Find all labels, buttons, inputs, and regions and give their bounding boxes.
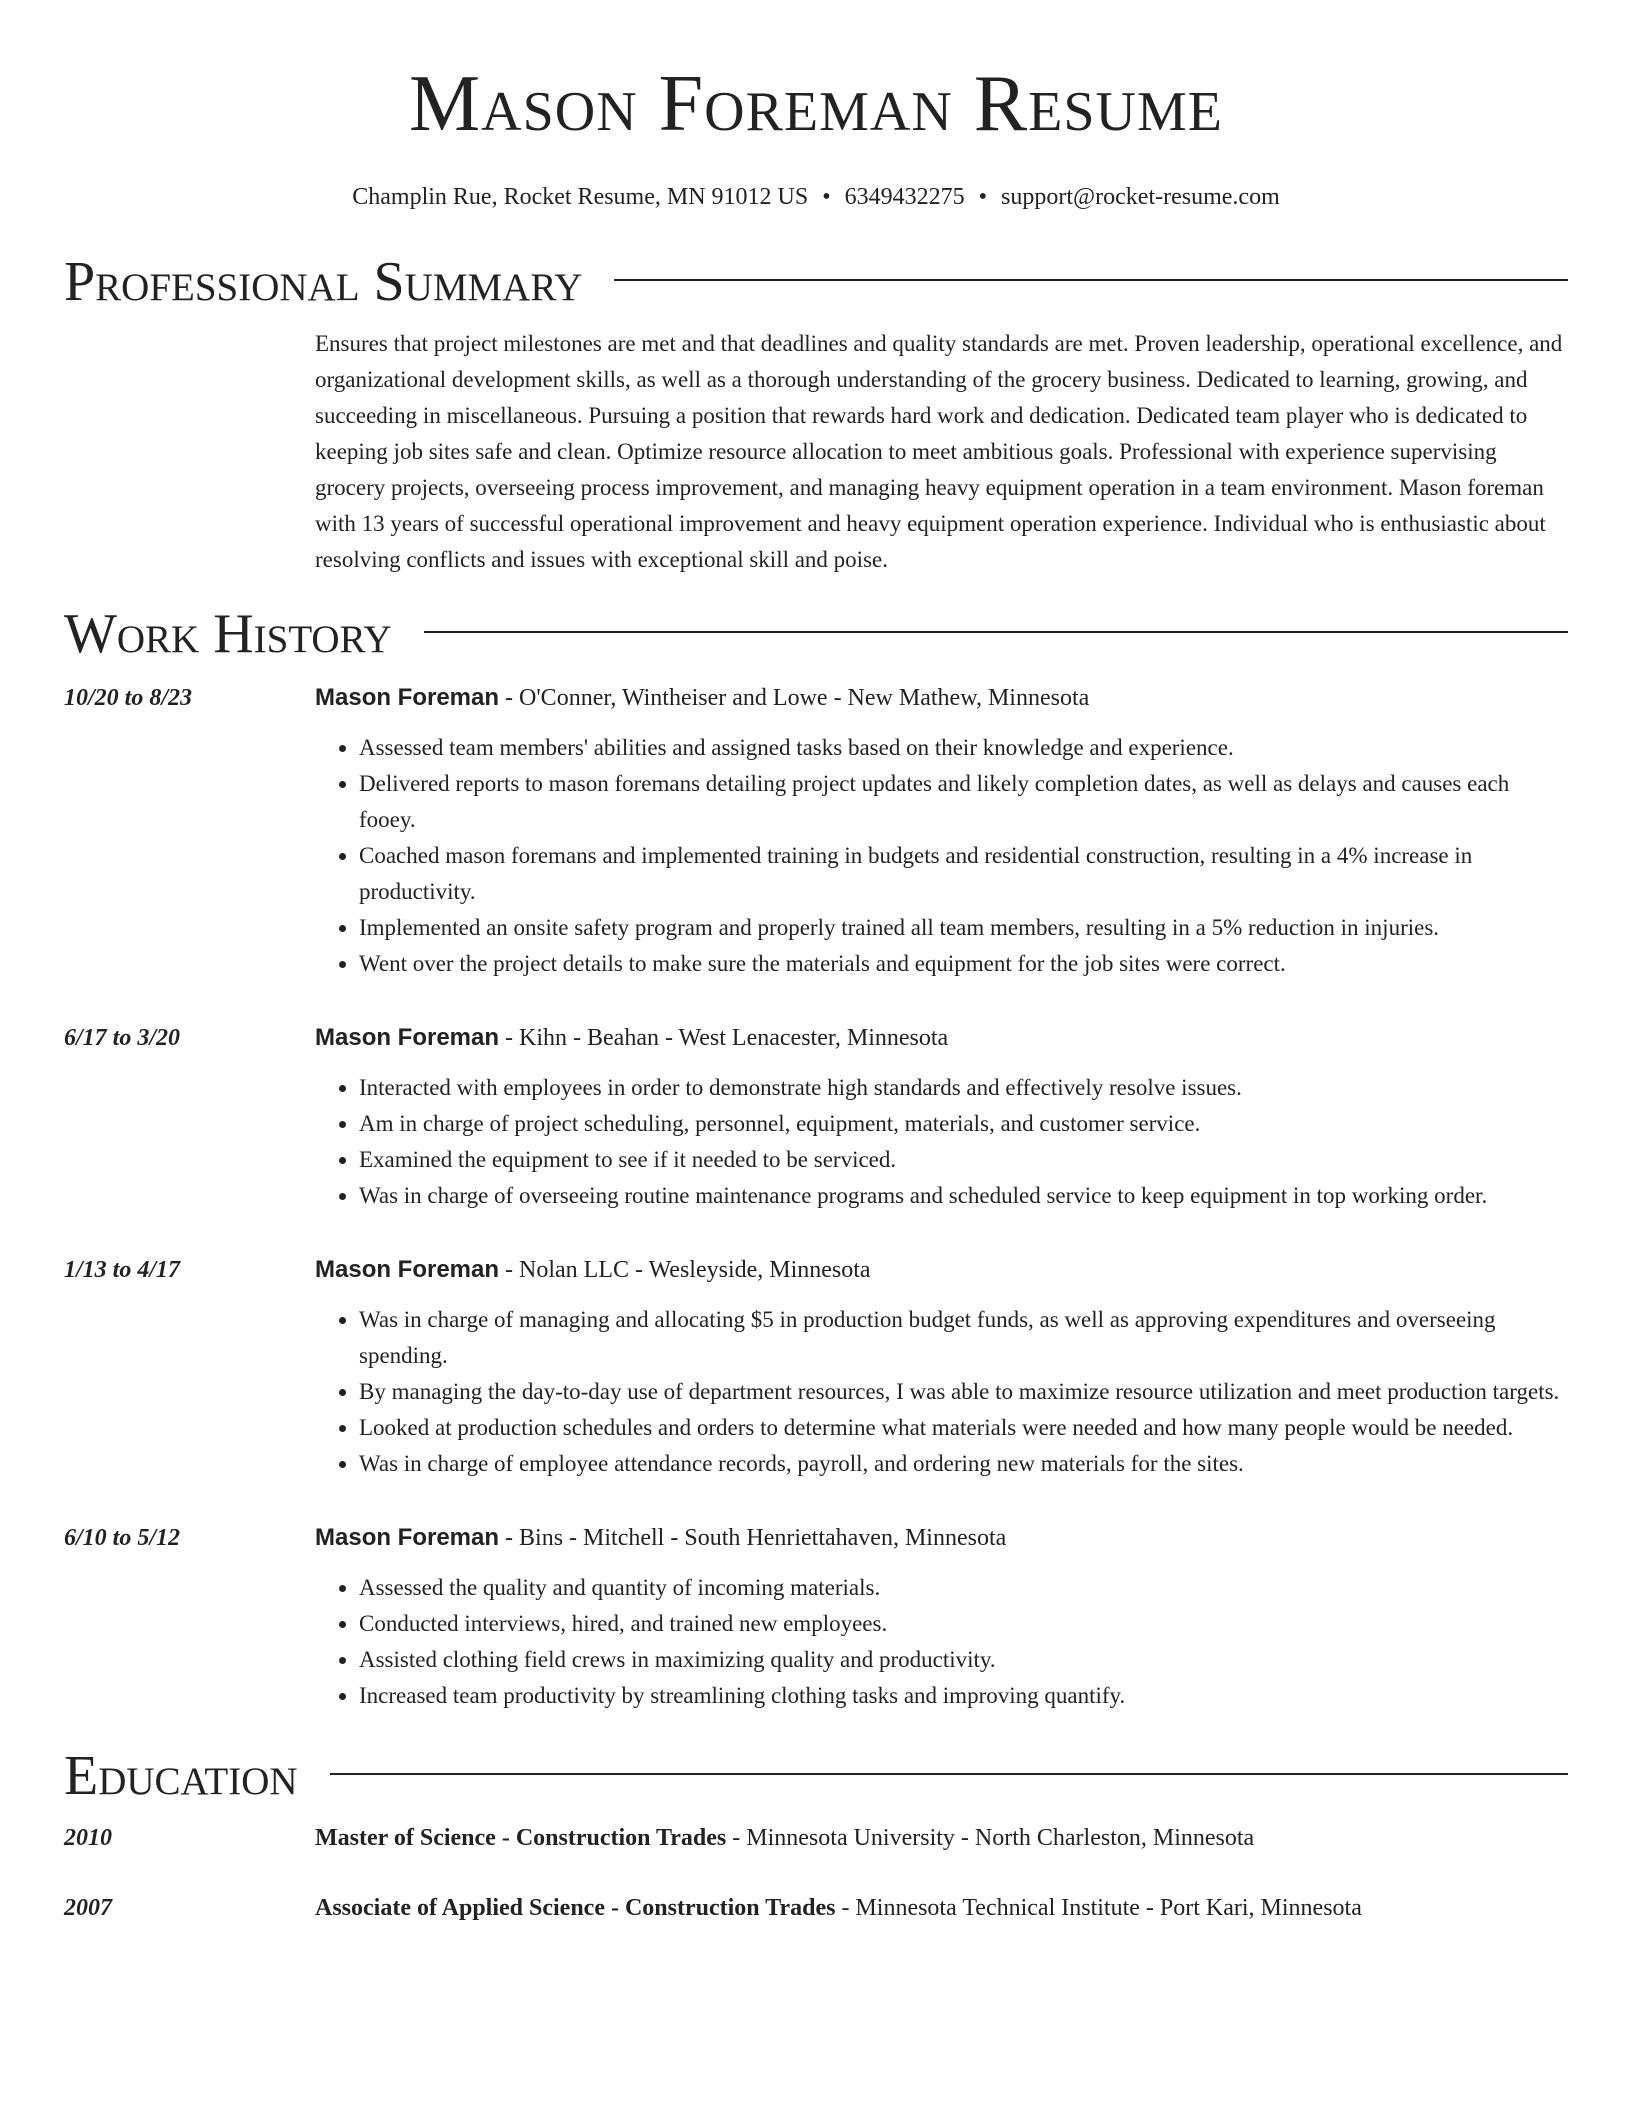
- job-dates: 10/20 to 8/23: [64, 685, 193, 711]
- list-item: • Was in charge of employee attendance records, payroll, and ordering new materials for the sites.: [359, 1446, 1568, 1482]
- section-heading: Work History: [64, 603, 392, 665]
- job-header: [315, 680, 1568, 716]
- resume-page: [64, 0, 1568, 1926]
- list-item: • Assisted clothing field crews in maximizing quality and productivity.: [359, 1642, 1568, 1678]
- email: support@rocket-resume.com: [1001, 184, 1280, 210]
- job-header: [315, 1252, 1568, 1288]
- list-item: • Coached mason foremans and implemented training in budgets and residential construction, resulting in a 4% increase in productivity.: [359, 838, 1568, 910]
- job-dates: 6/17 to 3/20: [64, 1025, 181, 1051]
- education-year: 2007: [64, 1895, 112, 1921]
- list-item: • Went over the project details to make sure the materials and equipment for the job sites were correct.: [359, 946, 1568, 982]
- education-degree: Associate of Applied Science - Construction Trades: [315, 1895, 836, 1921]
- list-item: • Increased team productivity by streamlining clothing tasks and improving quantify.: [359, 1678, 1568, 1714]
- job-title: Mason Foreman: [315, 684, 500, 711]
- education-degree: Master of Science - Construction Trades: [315, 1825, 727, 1851]
- education-school-location: - Minnesota Technical Institute - Port Kari, Minnesota: [835, 1895, 1362, 1921]
- job-employer-location: - Kihn - Beahan - West Lenacester, Minnesota: [499, 1025, 949, 1051]
- job-title: Mason Foreman: [315, 1024, 500, 1051]
- job-employer-location: - O'Conner, Wintheiser and Lowe - New Mathew, Minnesota: [499, 685, 1090, 711]
- list-item: • Looked at production schedules and orders to determine what materials were needed and how many people would be needed.: [359, 1410, 1568, 1446]
- education-list: [64, 1820, 1568, 1926]
- job-dates: 1/13 to 4/17: [64, 1257, 181, 1283]
- list-item: • Conducted interviews, hired, and trained new employees.: [359, 1606, 1568, 1642]
- education-year: 2010: [64, 1825, 112, 1851]
- address: Champlin Rue, Rocket Resume, MN 91012 US: [352, 184, 809, 210]
- job-entry: [64, 1520, 1568, 1714]
- summary-row: [64, 326, 1568, 578]
- list-item: • Delivered reports to mason foremans detailing project updates and likely completion dates, as well as delays and causes each fooey.: [359, 766, 1568, 838]
- job-header: [315, 1520, 1568, 1556]
- list-item: • Assessed team members' abilities and assigned tasks based on their knowledge and experience.: [359, 730, 1568, 766]
- list-item: • Was in charge of managing and allocating $5 in production budget funds, as well as approving expenditures and overseeing spending.: [359, 1302, 1568, 1374]
- job-entry: [64, 680, 1568, 982]
- job-employer-location: - Nolan LLC - Wesleyside, Minnesota: [499, 1257, 871, 1283]
- job-header: [315, 1020, 1568, 1056]
- resume-title: Mason Foreman Resume: [409, 60, 1223, 148]
- job-employer-location: - Bins - Mitchell - South Henriettahaven, Minnesota: [499, 1525, 1007, 1551]
- summary-text: Ensures that project milestones are met and that deadlines and quality standards are met. Proven leadership, operational excellence, and organizational development skills, as well as a thorough understanding of the grocery business. Dedicated to learning, growing, and succeeding in miscellaneous. Pursuing a position that rewards hard work and dedication. Dedicated team player who is dedicated to keeping job sites safe and clean. Optimize resource allocation to meet ambitious goals. Professional with experience supervising grocery projects, overseeing process improvement, and managing heavy equipment operation in a team environment. Mason foreman with 13 years of successful operational improvement and heavy equipment operation experience. Individual who is enthusiastic about resolving conflicts and issues with exceptional skill and poise.: [315, 331, 1563, 572]
- work-history-section-header: [64, 604, 1568, 664]
- education-entry: [64, 1820, 1568, 1856]
- section-divider: [424, 631, 1568, 633]
- list-item: • By managing the day-to-day use of department resources, I was able to maximize resource utilization and meet production targets.: [359, 1374, 1568, 1410]
- section-heading: Education: [64, 1745, 298, 1807]
- job-bullets: [315, 730, 1568, 982]
- job-bullets: [315, 1070, 1568, 1214]
- education-school-location: - Minnesota University - North Charleston, Minnesota: [726, 1825, 1255, 1851]
- list-item: • Am in charge of project scheduling, personnel, equipment, materials, and customer service.: [359, 1106, 1568, 1142]
- job-title: Mason Foreman: [315, 1524, 500, 1551]
- job-title: Mason Foreman: [315, 1256, 500, 1283]
- separator: •: [822, 184, 831, 210]
- job-entry: [64, 1020, 1568, 1214]
- list-item: • Was in charge of overseeing routine maintenance programs and scheduled service to keep equipment in top working order.: [359, 1178, 1568, 1214]
- section-divider: [614, 279, 1568, 281]
- section-heading: Professional Summary: [64, 251, 583, 313]
- job-dates: 6/10 to 5/12: [64, 1525, 181, 1551]
- job-bullets: [315, 1302, 1568, 1482]
- contact-line: [64, 184, 1568, 214]
- job-bullets: [315, 1570, 1568, 1714]
- list-item: • Implemented an onsite safety program and properly trained all team members, resulting in a 5% reduction in injuries.: [359, 910, 1568, 946]
- list-item: • Examined the equipment to see if it needed to be serviced.: [359, 1142, 1568, 1178]
- separator: •: [978, 184, 988, 210]
- summary-section-header: [64, 252, 1568, 312]
- jobs-list: [64, 680, 1568, 1714]
- list-item: • Interacted with employees in order to demonstrate high standards and effectively resolve issues.: [359, 1070, 1568, 1106]
- job-entry: [64, 1252, 1568, 1482]
- phone: 6349432275: [844, 184, 965, 210]
- education-section-header: [64, 1746, 1568, 1806]
- education-entry: [64, 1890, 1568, 1926]
- list-item: • Assessed the quality and quantity of incoming materials.: [359, 1570, 1568, 1606]
- section-divider: [330, 1773, 1568, 1775]
